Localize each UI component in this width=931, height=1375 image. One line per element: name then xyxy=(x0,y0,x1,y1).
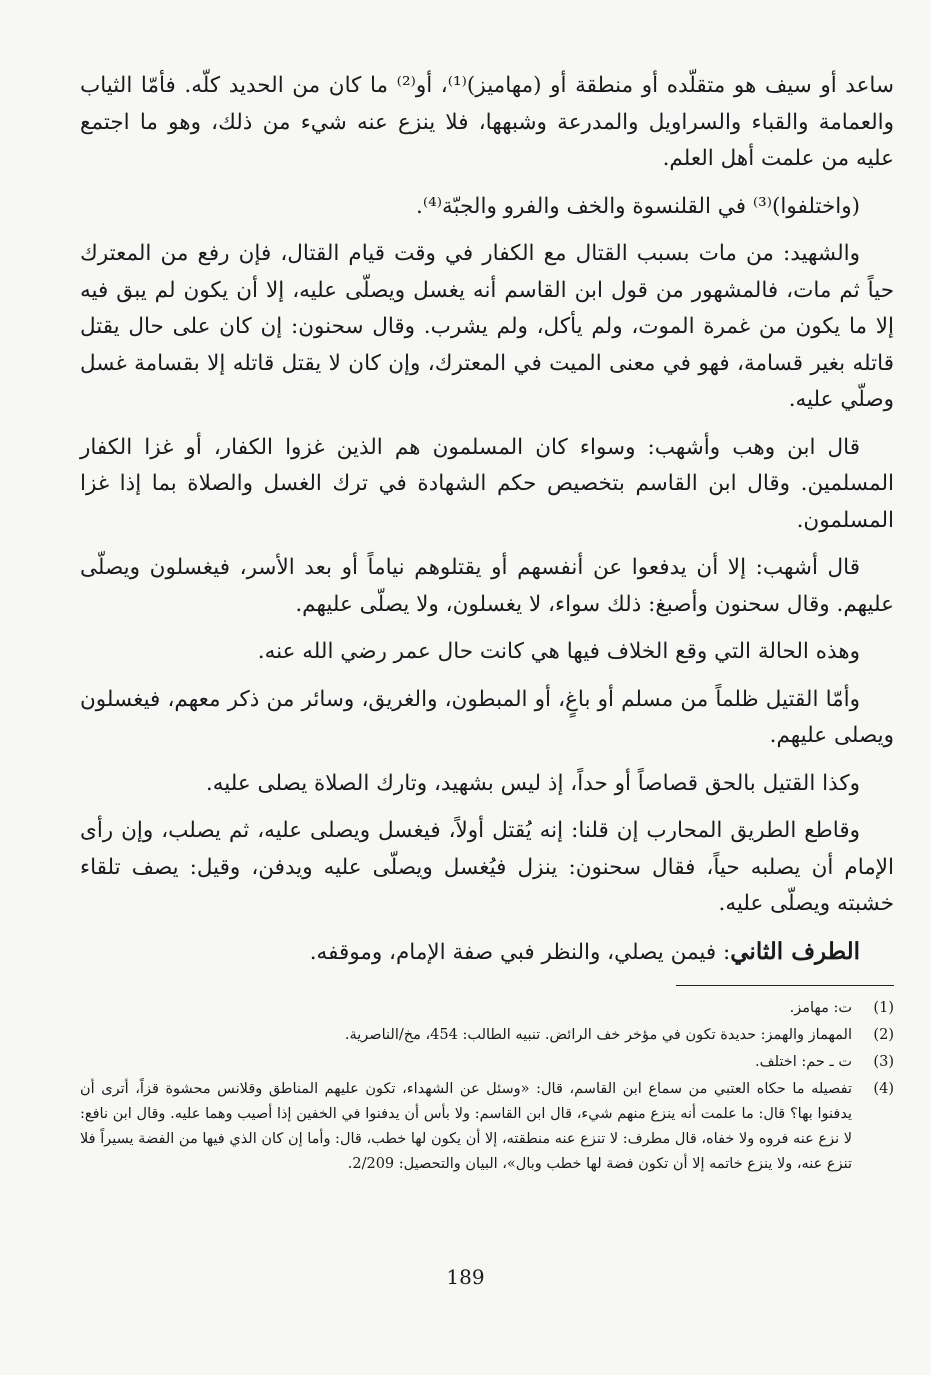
footnotes xyxy=(80,996,894,1179)
paragraph-2: (واختلفوا)⁽³⁾ في القلنسوة والخف والفرو والجبّة⁽⁴⁾. xyxy=(416,193,860,219)
paragraph-5: قال أشهب: إلا أن يدفعوا عن أنفسهم أو يقتلوهم نياماً أو بعد الأسر، فيغسلون ويصلّى عليهم. وقال سحنون وأصبغ: ذلك سواء، لا يغسلون، ولا يصلّى عليهم. xyxy=(80,555,894,617)
paragraph-1: ساعد أو سيف هو متقلّده أو منطقة أو (مهاميز)⁽¹⁾، أو⁽²⁾ ما كان من الحديد كلّه. فأمّا الثياب والعمامة والقباء والسراويل والمدرعة وشبهها، فلا ينزع عنه شيء من ذلك، وهو ما اجتمع عليه من علمت أهل العلم. xyxy=(80,73,894,171)
paragraph-7: وأمّا القتيل ظلماً من مسلم أو باغٍ، أو المبطون، والغريق، وسائر من ذكر معهم، فيغسلون ويصلى عليهم. xyxy=(80,686,894,748)
page-number: 189 xyxy=(446,1265,485,1289)
footnote-text: المهماز والهمز: حديدة تكون في مؤخر خف الرائض. تنبيه الطالب: 454، مخ/الناصرية. xyxy=(344,1027,852,1043)
main-text xyxy=(80,68,894,982)
footnote-number: (3) xyxy=(873,1054,894,1070)
footnote-text: ت ـ حم: اختلف. xyxy=(754,1054,852,1070)
section-lead: الطرف الثاني xyxy=(730,937,860,965)
paragraph-4: قال ابن وهب وأشهب: وسواء كان المسلمون هم الذين غزوا الكفار، أو غزا الكفار المسلمين. وقال ابن القاسم بتخصيص حكم الشهادة في ترك الغسل والصلاة بما إذا غزا المسلمون. xyxy=(80,434,894,533)
footnote xyxy=(80,1077,894,1177)
paragraph-8: وكذا القتيل بالحق قصاصاً أو حداً، إذ ليس بشهيد، وتارك الصلاة يصلى عليه. xyxy=(205,770,860,796)
footnote-text: ت: مهامز. xyxy=(789,1000,852,1016)
section-heading xyxy=(80,934,894,972)
footnote-number: (1) xyxy=(873,1000,894,1016)
footnote-number: (2) xyxy=(873,1027,894,1043)
footnote xyxy=(80,996,894,1021)
paragraph-6: وهذه الحالة التي وقع الخلاف فيها هي كانت حال عمر رضي الله عنه. xyxy=(257,639,860,664)
footnote-text: تفصيله ما حكاه العتبي من سماع ابن القاسم، قال: «وسئل عن الشهداء، تكون عليهم المناطق وقلانس محشوة قزاً، أترى أن يدفنوا بها؟ قال: ما علمت أنه ينزع منهم شيء، قال ابن القاسم: ولا بأس أن يدفنوا في الخفين إذا أصيب وهما عليه. وقال ابن نافع: لا نزع عنه فروه ولا خفاه، قال مطرف: لا تنزع عنه منطقته، إلا أن يكون لها خطب، قال: وأما إن كان الذي فيها من الفضة يسيراً فلا تنزع عنه، ولا ينزع خاتمه إلا أن تكون فضة لها خطب وبال»، البيان والتحصيل: 2/209. xyxy=(80,1081,852,1172)
paragraph-3: والشهيد: من مات بسبب القتال مع الكفار في وقت قيام القتال، فإن رفع من المعترك حياً ثم مات، فالمشهور من قول ابن القاسم أنه يغسل ويصلّى عليه، إلا أن يكون لم يبق فيه إلا ما يكون من غمرة الموت، ولم يأكل، ولم يشرب. وقال سحنون: إن كان على حال يقتل قاتله بغير قسامة، فهو في معنى الميت في المعترك، وإن كان لا يقتل قاتله إلا بقسامة غسل وصلّي عليه. xyxy=(80,241,894,412)
footnote xyxy=(80,1050,894,1075)
section-text: : فيمن يصلي، والنظر فبي صفة الإمام، وموقفه. xyxy=(309,939,731,965)
footnote-divider xyxy=(676,985,894,986)
footnote xyxy=(80,1023,894,1048)
paragraph-9: وقاطع الطريق المحارب إن قلنا: إنه يُقتل أولاً، فيغسل ويصلى عليه، ثم يصلب، وإن رأى الإمام أن يصلبه حياً، فقال سحنون: ينزل فيُغسل ويصلّى عليه ويدفن، وقيل: يصف تلقاء خشبته ويصلّى عليه. xyxy=(80,818,894,916)
footnote-number: (4) xyxy=(873,1081,894,1097)
